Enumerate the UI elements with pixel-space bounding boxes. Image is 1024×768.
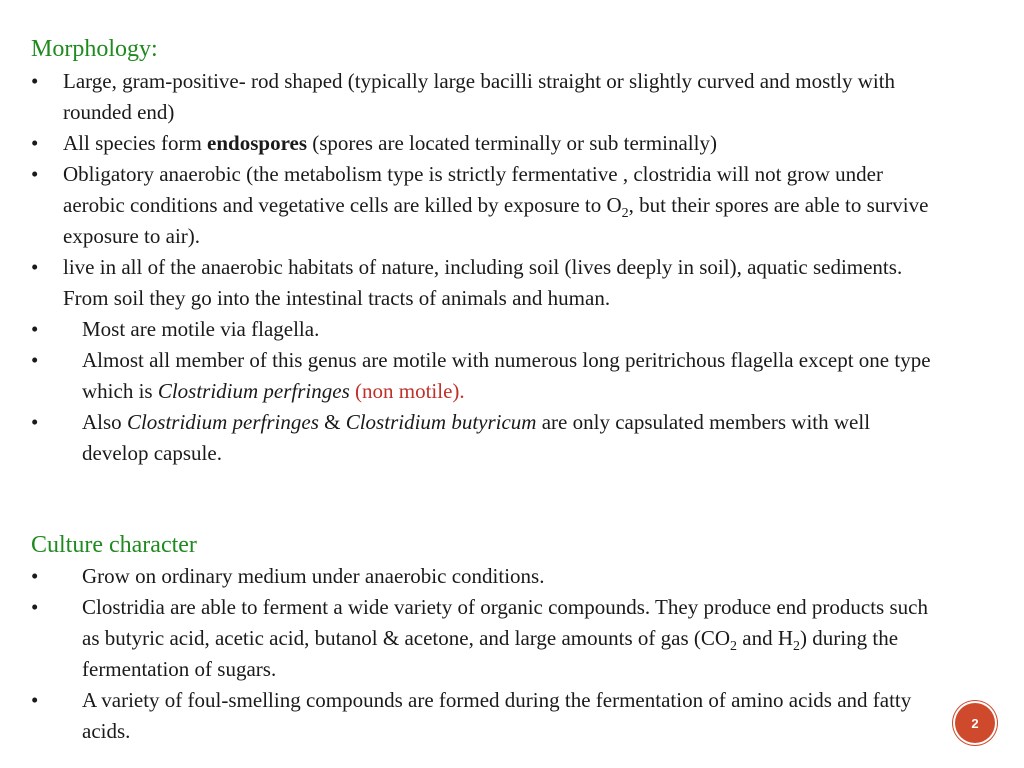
list-item-text: & — [318, 410, 346, 434]
bullet-icon: • — [31, 348, 39, 372]
list-item-text: All species form — [63, 131, 208, 155]
list-item-text: ) during the fermentation of sugars. — [82, 626, 899, 681]
list-item-text: Also — [82, 410, 127, 434]
subscript: 2 — [621, 206, 629, 222]
list-item — [31, 314, 931, 345]
subscript: 2 — [730, 639, 738, 655]
species-name: Clostridium perfringes — [126, 410, 319, 434]
list-item-text: Grow on ordinary medium under anaerobic conditions. — [82, 564, 545, 588]
bullet-icon: • — [31, 131, 39, 155]
list-item — [31, 685, 941, 747]
bullet-icon: • — [31, 255, 39, 279]
list-item — [31, 561, 941, 592]
bullet-icon: • — [31, 317, 39, 341]
morphology-heading: Morphology: — [31, 36, 158, 62]
species-name: Clostridium perfringes — [157, 379, 350, 403]
list-item-text: live in all of the anaerobic habitats of nature, including soil (lives deeply in soil), aquatic sediments. From soil they go into the intestinal tracts of animals and human. — [63, 255, 903, 310]
list-item — [31, 592, 941, 685]
list-item-text: Obligatory anaerobic (the metabolism type is strictly fermentative , clostridia will not grow under aerobic conditions and vegetative cells are killed by exposure to O — [63, 162, 883, 217]
list-item-text: A variety of foul-smelling compounds are formed during the fermentation of amino acids and fatty acids. — [82, 688, 912, 743]
list-item-text: Large, gram-positive- rod shaped (typically large bacilli straight or slightly curved and mostly with rounded end) — [63, 69, 896, 124]
morphology-list — [31, 66, 931, 469]
list-item-bold-text: endospores — [207, 131, 308, 155]
page-number: 2 — [971, 715, 979, 731]
bullet-icon: • — [31, 69, 39, 93]
list-item — [31, 159, 931, 252]
list-item — [31, 128, 931, 159]
bullet-icon: • — [31, 564, 39, 588]
list-item — [31, 345, 931, 407]
list-item — [31, 407, 931, 469]
page-number-badge — [955, 703, 995, 743]
culture-list — [31, 561, 941, 747]
list-item-text: , but their spores are able to survive exposure to air). — [63, 193, 929, 248]
list-item-text: Most are motile via flagella. — [82, 317, 320, 341]
bullet-icon: • — [31, 688, 39, 712]
list-item-text: (spores are located terminally or sub terminally) — [307, 131, 717, 155]
species-name: Clostridium butyricum — [345, 410, 537, 434]
bullet-icon: • — [31, 410, 39, 434]
bullet-icon: • — [31, 162, 39, 186]
list-item-text: and H — [737, 626, 794, 650]
list-item-text: Almost all member of this genus are motile with numerous long peritrichous flagella except one type which is — [82, 348, 931, 403]
bullet-icon: • — [31, 595, 39, 619]
list-item-text: Clostridia are able to ferment a wide variety of organic compounds. They produce end products such as butyric acid, acetic acid, butanol & acetone, and large amounts of gas (CO — [82, 595, 928, 650]
list-item-text: are only capsulated members with well develop capsule. — [82, 410, 871, 465]
list-item — [31, 66, 931, 128]
subscript: 2 — [793, 639, 801, 655]
culture-heading: Culture character — [31, 532, 197, 558]
list-item — [31, 252, 931, 314]
highlight-text: (non motile). — [349, 379, 465, 403]
